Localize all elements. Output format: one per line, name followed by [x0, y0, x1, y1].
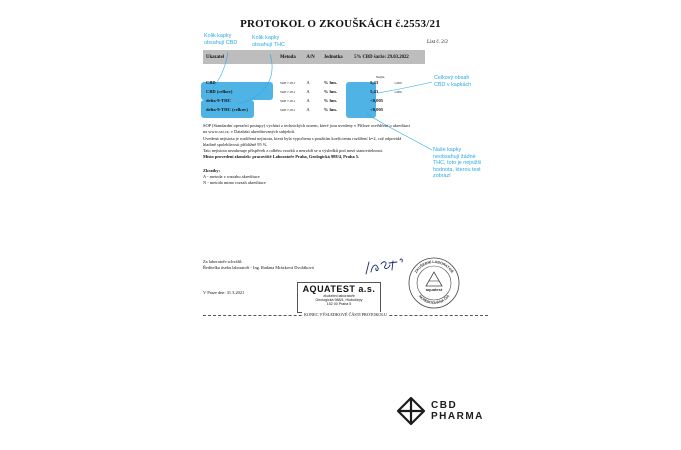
col-method: Metoda — [277, 50, 303, 64]
accreditation-seal — [407, 256, 461, 310]
end-line-text: KONEC VÝSLEDKOVÉ ČÁSTI PROTOKOLU — [303, 312, 388, 317]
brand-logo-icon — [396, 396, 426, 426]
col-batch: 5% CBD šarže: 29.03.2022 — [351, 50, 425, 64]
stamp-line: zkušební laboratoře — [323, 294, 355, 298]
stamp-line: 152 00 Praha 5 — [326, 302, 352, 307]
cell-unit: % hm. — [323, 89, 338, 94]
seal-center-text: aquatest — [425, 287, 443, 292]
abbrev-item: A - metoda v rozsahu akreditace — [203, 174, 260, 180]
seal-bottom-text: AKREDITOVÁNA ČIA — [417, 294, 451, 306]
cell-unit: % hm. — [323, 98, 338, 103]
cell-method: SOP 7.18.1 — [280, 80, 296, 85]
notes-block — [203, 123, 483, 187]
approved-by-label: Za laboratoře schválil: — [203, 259, 243, 264]
end-of-results — [203, 312, 488, 317]
cell-an: A — [306, 89, 310, 94]
uncertainty-header: Nejist. — [376, 75, 386, 79]
cell-value: 5,43 — [370, 89, 379, 94]
cell-name: CBD — [206, 80, 216, 85]
lab-stamp — [297, 282, 381, 313]
col-indicator: Ukazatel — [203, 50, 277, 64]
callout-total-cbd: Celkový obsah CBD v kapkách — [434, 75, 472, 88]
cell-unit: % hm. — [323, 107, 338, 112]
cell-uncert: 1,000 — [394, 81, 402, 85]
cell-method: SOP 7.18.1 — [280, 98, 296, 103]
cell-name: delta-9-THC — [206, 98, 232, 103]
cell-method: SOP 7.18.1 — [280, 107, 296, 112]
brand-line-1: CBD — [431, 400, 458, 411]
workplace-label: Místo provedení zkoušek — [203, 154, 250, 160]
note-line: Uvedená nejistota je rozšířená nejistota, která byla vypočtena s použitím koeficientu rozšíření k=2, což odpovídá — [203, 135, 402, 141]
abbrev-item: N - metoda mimo rozsah akreditace — [203, 180, 266, 186]
approval-block — [203, 259, 314, 272]
note-line: hladině spolehlivosti přibližně 95 %. — [203, 141, 268, 147]
callout-thc-amount: Kolik kapky obsahují THC — [252, 35, 285, 48]
cell-an: A — [306, 98, 310, 103]
cell-an: A — [306, 80, 310, 85]
brand-line-2: PHARMA — [431, 411, 484, 422]
issue-date: V Praze dne: 31.3.2021 — [203, 290, 245, 295]
stamp-name: AQUATEST a.s. — [302, 284, 376, 294]
callout-no-thc: Naše kapky neobsahují žádné THC, toto je nejnižší hodnota, kterou test zobrazí — [433, 147, 482, 180]
cell-method: SOP 7.18.1 — [280, 89, 296, 94]
protocol-title: PROTOKOL O ZKOUŠKÁCH č.2553/21 — [240, 18, 441, 30]
note-line: SOP (Standardní operační postupy) vychází z technických norem, které jsou uvedeny v Příloze osvědčení o akreditaci — [203, 123, 411, 128]
workplace-value: : pracoviště Laboratoře Praha, Geologická 988/4, Praha 5. — [249, 154, 360, 160]
stamp-line: Geologická 988/4, Hlubočepy — [315, 298, 363, 303]
cell-uncert: 1,000 — [394, 90, 402, 94]
cell-value: <0,005 — [370, 107, 384, 112]
cell-name: CBD (celkov) — [206, 89, 233, 94]
note-line: Tato nejistota nezahrnuje příspěvek z odběru vzorků a neuvádí se u výsledků pod mezí stanovitelnosti. — [203, 148, 384, 154]
svg-text:ZKUŠEBNÍ LABORATOŘ — [414, 259, 455, 274]
seal-top-text: ZKUŠEBNÍ LABORATOŘ — [413, 259, 455, 274]
cell-value: 5,43 — [370, 80, 379, 85]
abbrev-title: Zkratky: — [203, 167, 221, 173]
cell-an: A — [306, 107, 310, 112]
page-number: List č. 2/2 — [427, 39, 448, 45]
cell-value: <0,005 — [370, 98, 384, 103]
brand-name — [431, 400, 484, 422]
callout-cbd-amount: Kolik kapky obsahují CBD — [204, 33, 238, 46]
col-unit: Jednotka — [321, 50, 351, 64]
col-an: A/N — [303, 50, 320, 64]
note-line: na www.cai.cz, v Databázi akreditovaných subjektů. — [203, 129, 296, 135]
cell-name: delta-9-THC (celkov) — [206, 107, 248, 112]
approved-by-name: Ředitelka úseku laboratoří - Ing. Radana Mrázková Dvořáková — [203, 265, 314, 271]
signature — [362, 256, 406, 278]
cell-unit: % hm. — [323, 80, 338, 85]
